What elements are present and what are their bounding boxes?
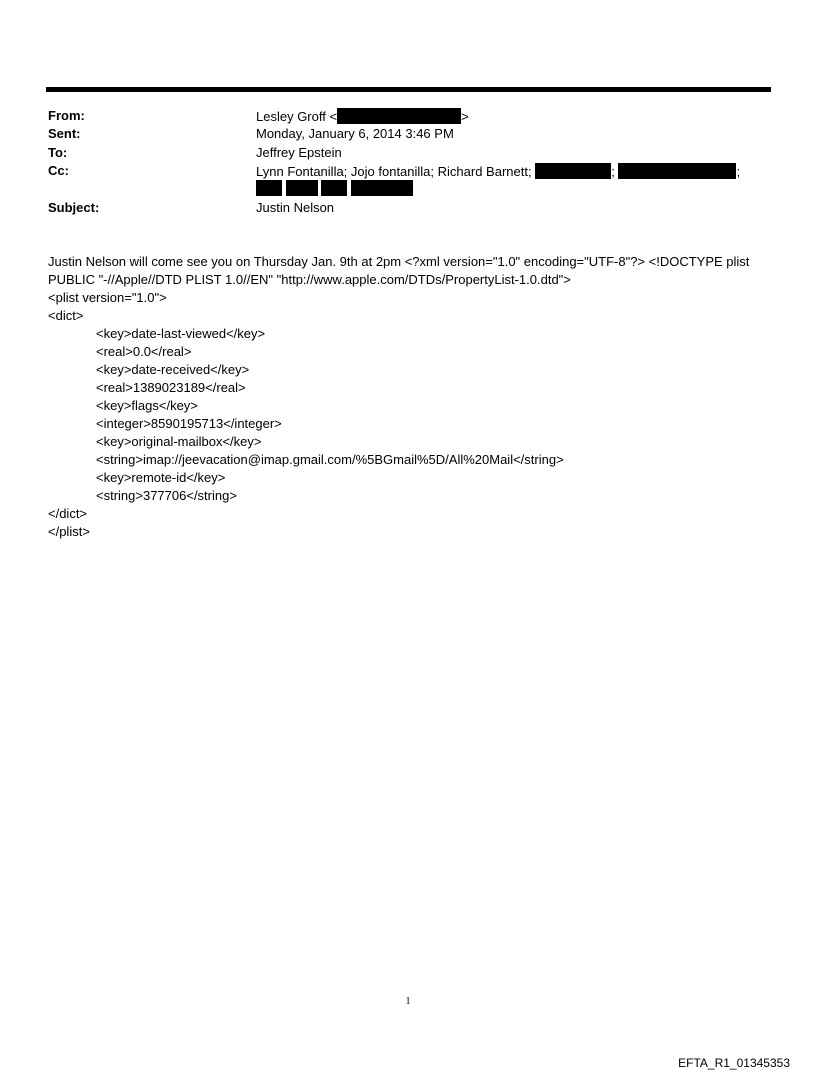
message-body bbox=[48, 253, 764, 541]
cc-separator: ; bbox=[611, 164, 615, 179]
dict-open: <dict> bbox=[48, 308, 84, 323]
from-bracket: > bbox=[461, 109, 469, 124]
from-name: Lesley Groff < bbox=[256, 109, 338, 124]
from-value bbox=[256, 108, 469, 124]
sent-label: Sent: bbox=[48, 126, 81, 141]
cc-separator: ; bbox=[736, 164, 741, 179]
redaction-box bbox=[256, 180, 282, 196]
plist-line: <real>0.0</real> bbox=[96, 344, 192, 359]
redaction-box bbox=[535, 163, 611, 179]
plist-close: </plist> bbox=[48, 524, 90, 539]
cc-value-line2 bbox=[256, 180, 413, 196]
from-label: From: bbox=[48, 108, 85, 123]
plist-line: <string>imap://jeevacation@imap.gmail.com/%5BGmail%5D/All%20Mail</string> bbox=[96, 452, 564, 467]
cc-names: Lynn Fontanilla; Jojo fontanilla; Richard Barnett; bbox=[256, 164, 532, 179]
plist-open: <plist version="1.0"> bbox=[48, 290, 167, 305]
plist-line: <key>flags</key> bbox=[96, 398, 198, 413]
body-intro: Justin Nelson will come see you on Thursday Jan. 9th at 2pm <?xml version="1.0" encoding="UTF-8"?> <!DOCTYPE plist PUBLIC "-//Apple//DTD PLIST 1.0//EN" "http://www.apple.com/DTDs/PropertyList-1.0.dtd"> bbox=[48, 254, 750, 287]
dict-close: </dict> bbox=[48, 506, 88, 521]
plist-line: <real>1389023189</real> bbox=[96, 380, 246, 395]
redaction-box bbox=[286, 180, 318, 196]
redaction-box bbox=[337, 108, 461, 124]
bates-stamp: EFTA_R1_01345353 bbox=[678, 1056, 790, 1070]
header-rule bbox=[46, 87, 771, 92]
page-number: 1 bbox=[405, 996, 411, 1007]
plist-line: <key>remote-id</key> bbox=[96, 470, 226, 485]
cc-label: Cc: bbox=[48, 163, 69, 178]
plist-line: <key>original-mailbox</key> bbox=[96, 434, 262, 449]
redaction-box bbox=[351, 180, 413, 196]
redaction-box bbox=[618, 163, 736, 179]
subject-label: Subject: bbox=[48, 200, 100, 215]
plist-line: <key>date-last-viewed</key> bbox=[96, 326, 266, 341]
cc-value bbox=[256, 163, 740, 179]
sent-value: Monday, January 6, 2014 3:46 PM bbox=[256, 126, 454, 141]
plist-line: <integer>8590195713</integer> bbox=[96, 416, 282, 431]
redaction-box bbox=[321, 180, 347, 196]
plist-line: <key>date-received</key> bbox=[96, 362, 250, 377]
plist-line: <string>377706</string> bbox=[96, 488, 237, 503]
to-label: To: bbox=[48, 145, 68, 160]
to-value: Jeffrey Epstein bbox=[256, 145, 342, 160]
subject-value: Justin Nelson bbox=[256, 200, 335, 215]
